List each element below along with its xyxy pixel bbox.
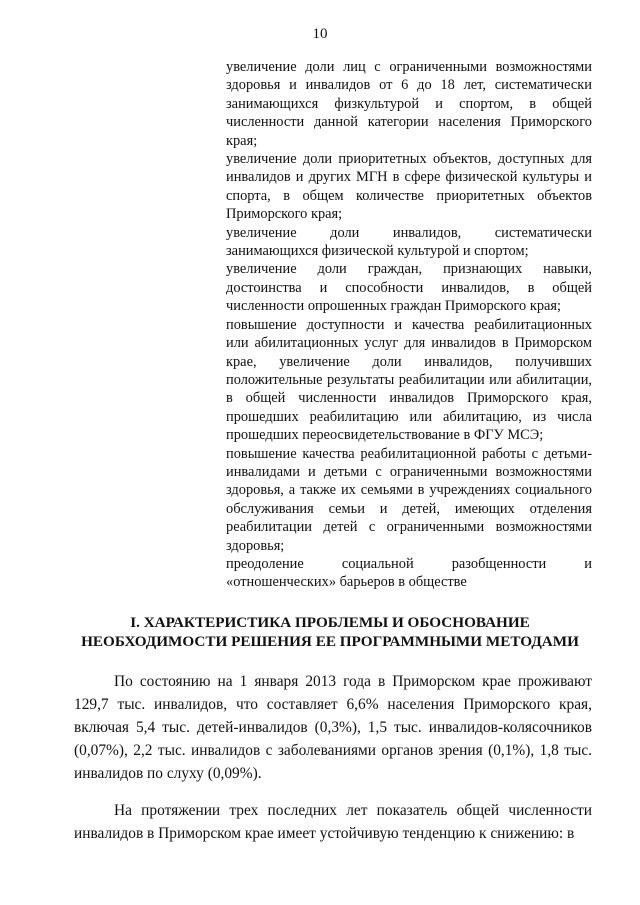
indicator-item: повышение качества реабилитационной работы с детьми-инвалидами и детьми с ограниченными возможностями здоровья, а также их семьями в учреждениях социального обслуживания семьи и детей, имеющих отделения реабилитации детей с ограниченными возможностями здоровья;: [226, 445, 592, 554]
section-heading: [60, 613, 600, 651]
indicator-item: увеличение доли инвалидов, систематически занимающихся физической культурой и спортом;: [226, 224, 592, 260]
indicator-item: увеличение доли граждан, признающих навыки, достоинства и способности инвалидов, в общей численности опрошенных граждан Приморского края;: [226, 261, 592, 315]
indicator-item: повышение доступности и качества реабилитационных или абилитационных услуг для инвалидов в Приморском крае, увеличение доли инвалидов, получивших положительные результаты реабилитации или абилитации, в общей численности инвалидов Приморского края, прошедших реабилитацию или абилитацию, из числа прошедших переосвидетельствование в ФГУ МСЭ;: [226, 316, 592, 444]
indicator-item: увеличение доли приоритетных объектов, доступных для инвалидов и других МГН в сфере физической культуры и спорта, в общем количестве приоритетных объектов Приморского края;: [226, 151, 592, 223]
section-body: [74, 670, 592, 859]
section-heading-line: НЕОБХОДИМОСТИ РЕШЕНИЯ ЕЕ ПРОГРАММНЫМИ МЕТОДАМИ: [81, 633, 579, 650]
indicator-item: увеличение доли лиц с ограниченными возможностями здоровья и инвалидов от 6 до 18 лет, систематически занимающихся физкультурой и спортом, в общей численности данной категории населения Приморского края;: [226, 59, 592, 149]
indicator-item: преодоление социальной разобщенности и «отношенческих» барьеров в обществе: [226, 555, 592, 591]
section-heading-line: I. ХАРАКТЕРИСТИКА ПРОБЛЕМЫ И ОБОСНОВАНИЕ: [130, 614, 530, 631]
page-number: 10: [312, 26, 328, 42]
body-paragraph: По состоянию на 1 января 2013 года в Приморском крае проживают 129,7 тыс. инвалидов, что составляет 6,6% населения Приморского края, включая 5,4 тыс. детей-инвалидов (0,3%), 1,5 тыс. инвалидов-колясочников (0,07%), 2,2 тыс. инвалидов с заболеваниями органов зрения (0,1%), 1,8 тыс. инвалидов по слуху (0,09%).: [74, 673, 592, 782]
indicators-list: [226, 58, 592, 592]
body-paragraph: На протяжении трех последних лет показатель общей численности инвалидов в Приморском крае имеет устойчивую тенденцию к снижению: в: [74, 802, 592, 842]
